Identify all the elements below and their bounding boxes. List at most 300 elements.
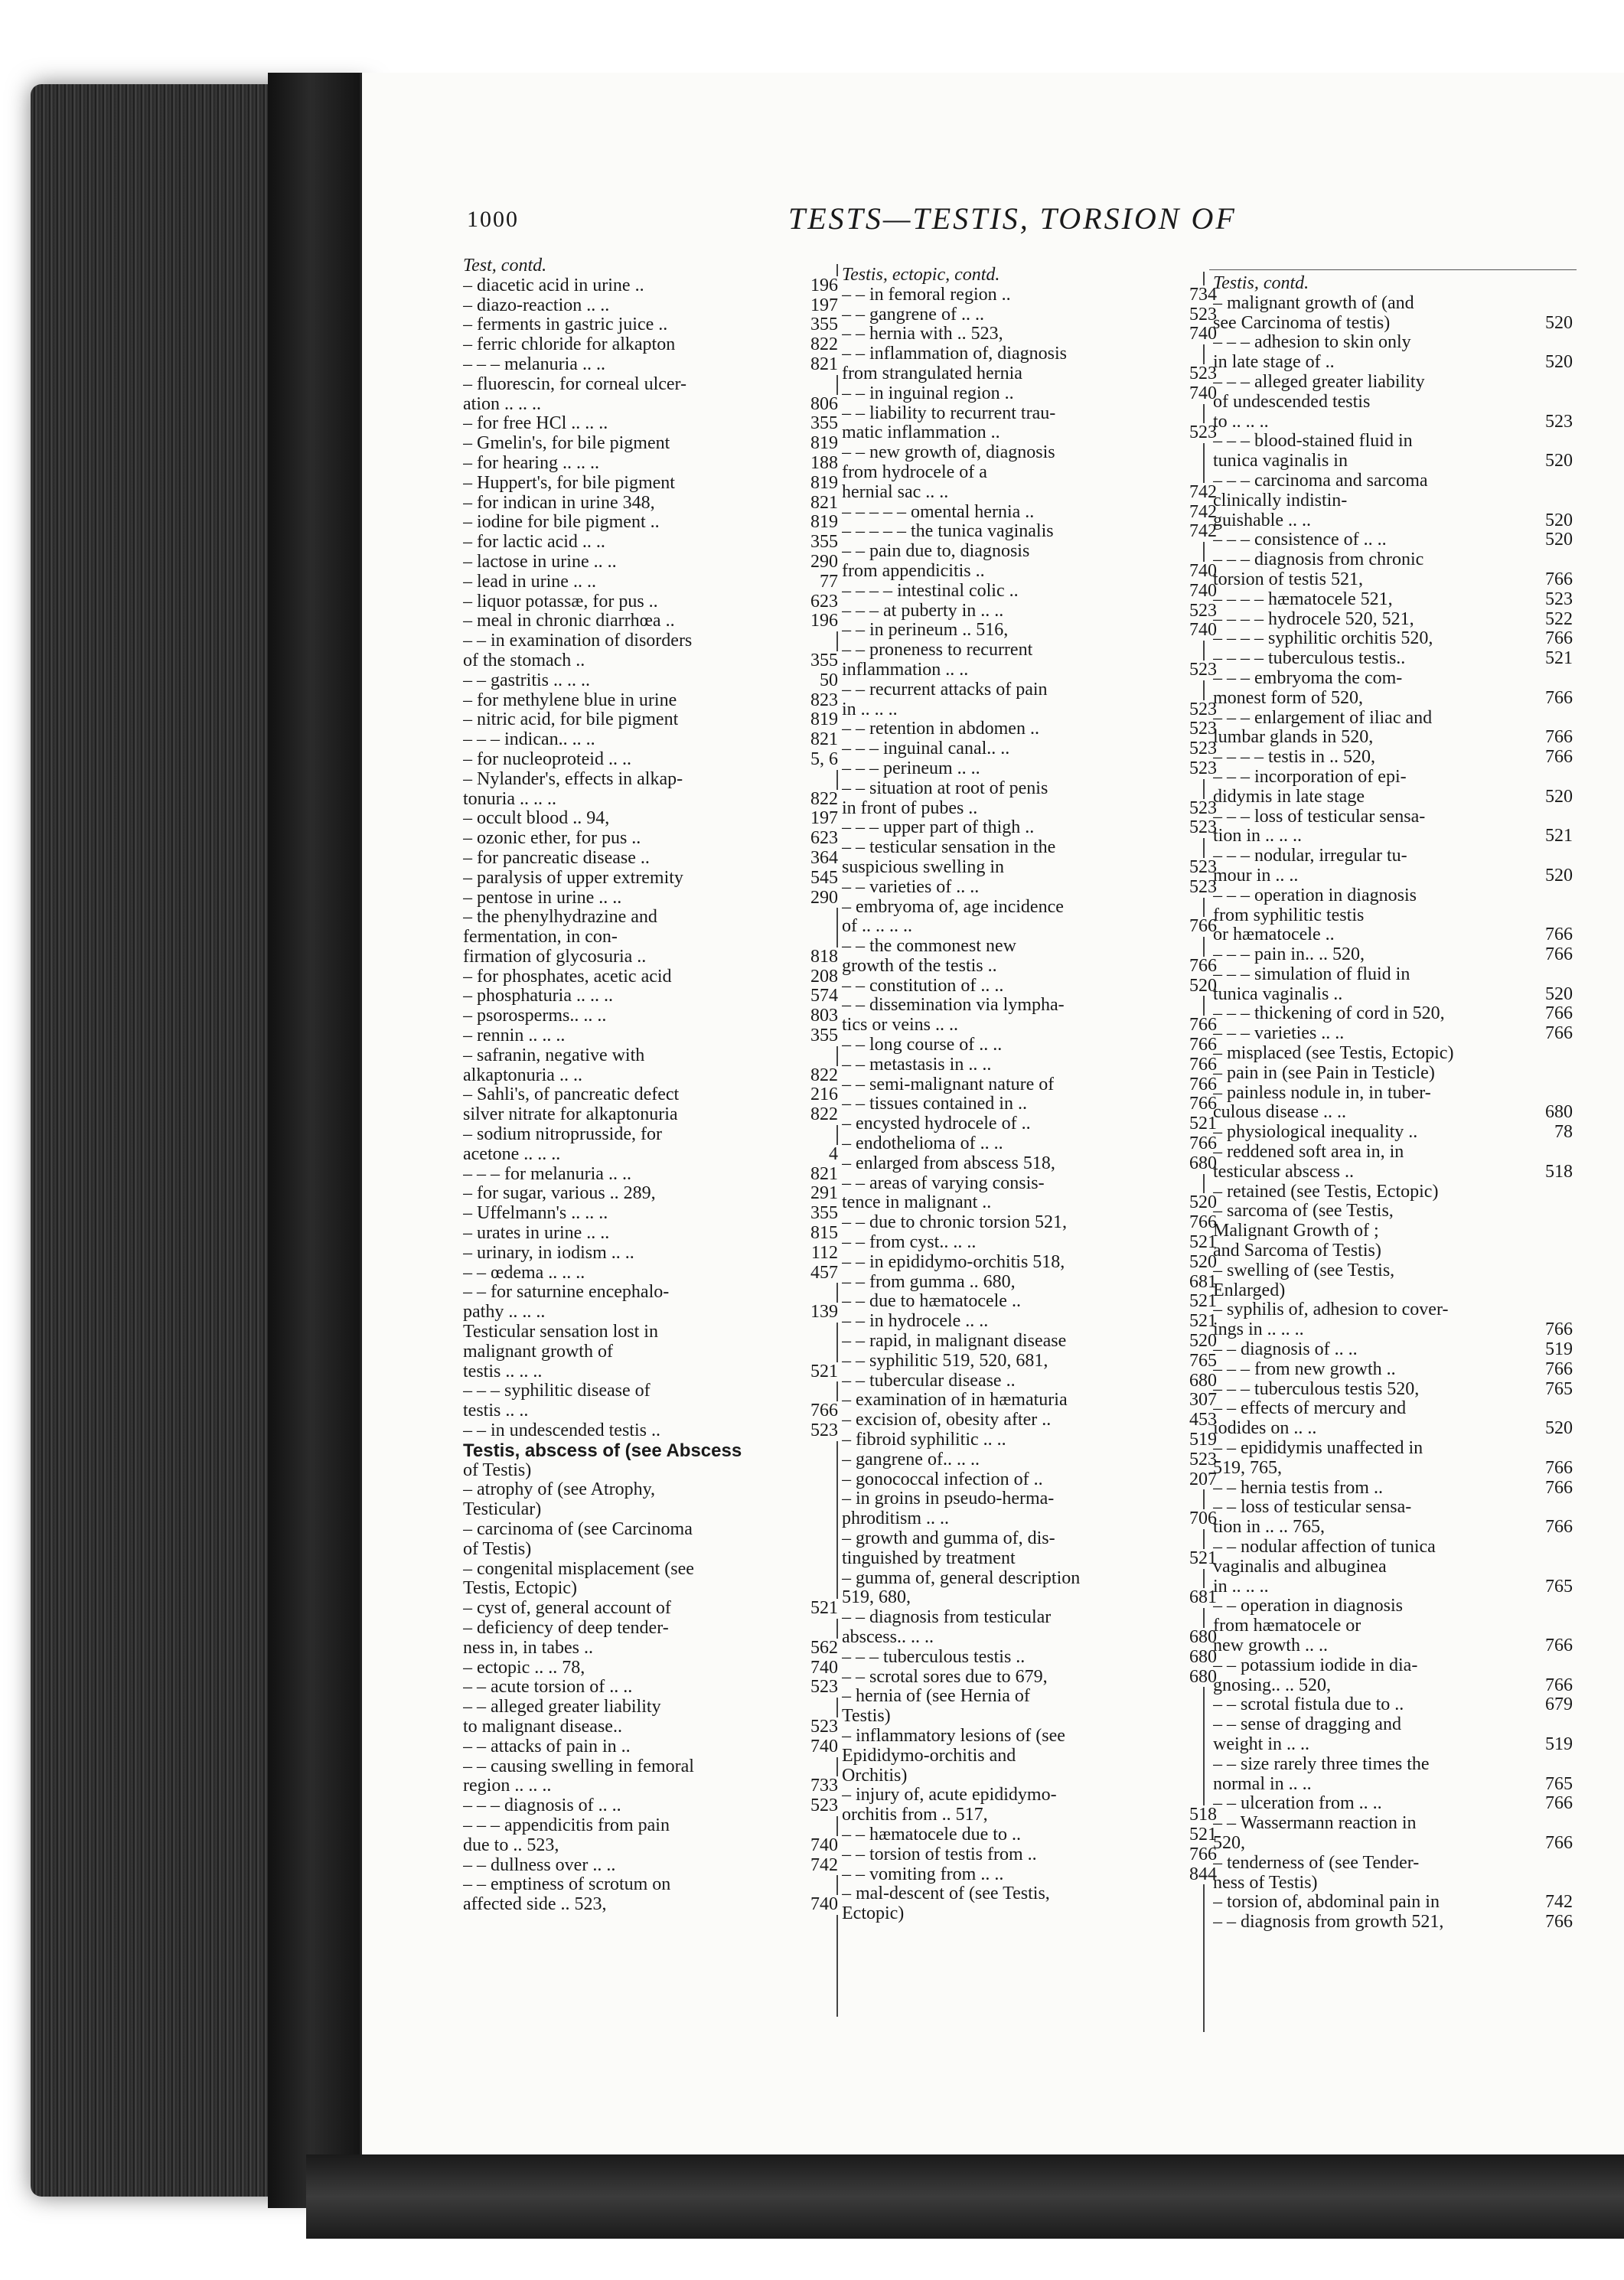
index-entry <box>463 651 838 671</box>
entry-text: – reddened soft area in, in <box>1213 1143 1404 1163</box>
index-entry <box>463 1323 838 1342</box>
entry-page-ref: 822 <box>806 1105 838 1125</box>
index-entry <box>463 1026 838 1046</box>
index-entry <box>842 1391 1217 1411</box>
entry-page-ref: 523 <box>1185 423 1217 443</box>
entry-page-ref: 139 <box>806 1303 838 1323</box>
index-entry <box>1213 610 1573 630</box>
index-entry <box>842 1134 1217 1154</box>
index-entry <box>463 1579 838 1599</box>
entry-text: – – gastritis .. .. .. <box>463 670 590 690</box>
index-entry <box>463 691 838 711</box>
entry-page-ref: 453 <box>1185 1411 1217 1430</box>
index-entry <box>463 671 838 691</box>
entry-text: silver nitrate for alkaptonuria <box>463 1105 678 1125</box>
index-entry <box>463 889 838 908</box>
index-entry <box>1213 294 1573 314</box>
index-entry <box>1213 1340 1573 1360</box>
index-entry <box>463 1776 838 1796</box>
entry-text: tinguished by treatment <box>842 1548 1016 1568</box>
entry-page-ref: 5, 6 <box>806 750 838 770</box>
index-entry <box>463 1836 838 1856</box>
entry-page-ref: 623 <box>806 592 838 612</box>
entry-text: Testis) <box>842 1707 891 1727</box>
entry-page-ref: 740 <box>1185 325 1217 344</box>
index-entry <box>842 1114 1217 1134</box>
index-entry <box>842 305 1217 325</box>
entry-text: acetone .. .. .. <box>463 1144 561 1164</box>
entry-page-ref: 766 <box>1185 1075 1217 1095</box>
entry-text: – – causing swelling in femoral <box>463 1756 694 1776</box>
entry-page-ref: 766 <box>1541 1459 1573 1479</box>
index-entry <box>842 1904 1217 1924</box>
entry-page-ref: 521 <box>1185 1312 1217 1332</box>
entry-page-ref: 523 <box>1185 759 1217 779</box>
entry-page-ref: 520 <box>1541 985 1573 1005</box>
entry-text: – – recurrent attacks of pain <box>842 680 1048 700</box>
index-entry <box>463 1204 838 1224</box>
entry-page-ref: 188 <box>806 454 838 474</box>
index-entry <box>842 1312 1217 1332</box>
entry-text: – psorosperms.. .. .. <box>463 1006 607 1026</box>
entry-text: in front of pubes .. <box>842 798 978 818</box>
entry-text: – – from cyst.. .. .. <box>842 1233 977 1253</box>
entry-page-ref: 521 <box>806 1599 838 1619</box>
entry-text: due to .. 523, <box>463 1835 559 1855</box>
entry-page-ref: 823 <box>806 691 838 711</box>
entry-text: and Sarcoma of Testis) <box>1213 1241 1381 1261</box>
index-entry <box>842 1805 1217 1825</box>
entry-text: – – – – syphilitic orchitis 520, <box>1213 629 1433 649</box>
entry-text: – ferments in gastric juice .. <box>463 315 668 335</box>
entry-page-ref: 740 <box>806 1737 838 1757</box>
index-entry <box>463 1165 838 1185</box>
entry-text: – – – – intestinal colic .. <box>842 581 1019 601</box>
entry-page-ref: 766 <box>1541 1518 1573 1538</box>
entry-text: – – – pain in.. .. 520, <box>1213 945 1365 965</box>
entry-text: – – loss of testicular sensa- <box>1213 1498 1412 1518</box>
entry-text: phroditism .. .. <box>842 1509 950 1529</box>
entry-text: – – – – hæmatocele 521, <box>1213 589 1393 609</box>
entry-text: – painless nodule in, in tuber- <box>1213 1083 1431 1103</box>
index-entry <box>842 1470 1217 1490</box>
entry-page-ref: 766 <box>1185 1016 1217 1036</box>
index-entry <box>1213 728 1573 748</box>
entry-text: from hydrocele of a <box>842 462 987 482</box>
entry-page-ref: 765 <box>1541 1380 1573 1400</box>
entry-text: – – – – testis in .. 520, <box>1213 748 1376 768</box>
entry-page-ref: 766 <box>1541 945 1573 965</box>
entry-page-ref: 522 <box>1541 610 1573 630</box>
index-entry <box>842 838 1217 858</box>
entry-text: malignant growth of <box>463 1342 613 1362</box>
entry-page-ref: 680 <box>1185 1648 1217 1668</box>
entry-text: – – – syphilitic disease of <box>463 1381 651 1401</box>
index-entry <box>842 1292 1217 1312</box>
index-entry <box>842 878 1217 898</box>
index-entry <box>842 957 1217 977</box>
entry-text: – ozonic ether, for pus .. <box>463 829 641 849</box>
index-entry <box>842 1016 1217 1036</box>
entry-page-ref: 291 <box>806 1184 838 1204</box>
index-entry <box>842 1529 1217 1549</box>
entry-text: from syphilitic testis <box>1213 905 1365 925</box>
index-entry <box>463 1085 838 1105</box>
index-entry <box>1213 1024 1573 1044</box>
index-entry <box>463 809 838 829</box>
index-entry <box>1213 866 1573 886</box>
entry-page-ref: 521 <box>1185 1114 1217 1134</box>
entry-text: – for indican in urine 348, <box>463 493 655 513</box>
index-entry <box>463 572 838 592</box>
entry-text: – – liability to recurrent trau- <box>842 403 1056 423</box>
index-entry <box>463 612 838 631</box>
entry-text: – swelling of (see Testis, <box>1213 1261 1395 1280</box>
entry-text: – diazo-reaction .. .. <box>463 295 610 315</box>
index-entry <box>842 1668 1217 1688</box>
index-entry <box>463 454 838 474</box>
index-entry <box>463 315 838 335</box>
index-entry <box>842 1174 1217 1194</box>
entry-text: – – – inguinal canal.. .. <box>842 739 1010 759</box>
entry-text: tion in .. .. .. <box>1213 827 1303 846</box>
index-entry <box>463 1639 838 1659</box>
entry-page-ref: 196 <box>806 612 838 631</box>
entry-text: – embryoma of, age incidence <box>842 897 1064 917</box>
entry-text: – – dullness over .. .. <box>463 1855 616 1875</box>
index-entry <box>842 1193 1217 1213</box>
index-entry <box>842 602 1217 621</box>
entry-text: – syphilis of, adhesion to cover- <box>1213 1300 1449 1320</box>
entry-page-ref: 521 <box>1185 1549 1217 1569</box>
index-entry <box>1213 1636 1573 1656</box>
entry-page-ref: 765 <box>1185 1352 1217 1372</box>
entry-page-ref: 818 <box>806 948 838 967</box>
entry-page-ref: 521 <box>1185 1825 1217 1845</box>
index-entry <box>463 869 838 889</box>
entry-page-ref: 562 <box>806 1639 838 1659</box>
entry-list <box>463 276 838 1915</box>
index-entry <box>842 661 1217 680</box>
entry-page-ref: 112 <box>807 1244 838 1264</box>
index-column-1 <box>463 256 838 1915</box>
index-entry <box>1213 530 1573 550</box>
index-entry <box>1213 1577 1573 1597</box>
entry-page-ref: 519 <box>1541 1735 1573 1755</box>
entry-page-ref: 523 <box>1185 858 1217 878</box>
index-entry <box>842 522 1217 542</box>
entry-page-ref: 197 <box>806 296 838 316</box>
index-entry <box>1213 1893 1573 1913</box>
entry-page-ref: 766 <box>1541 1676 1573 1696</box>
index-entry <box>1213 906 1573 926</box>
entry-text: – deficiency of deep tender- <box>463 1618 669 1638</box>
index-entry <box>1213 314 1573 334</box>
book-bottom-edge <box>306 2154 1624 2239</box>
entry-page-ref: 680 <box>1541 1103 1573 1123</box>
entry-page-ref: 766 <box>1541 1794 1573 1814</box>
index-entry <box>1213 1755 1573 1775</box>
index-entry <box>1213 629 1573 649</box>
index-entry <box>463 1046 838 1066</box>
index-entry <box>842 1884 1217 1904</box>
entry-page-ref: 78 <box>1550 1123 1573 1143</box>
entry-text: – gumma of, general description <box>842 1568 1081 1588</box>
entry-page-ref: 208 <box>806 967 838 987</box>
entry-page-ref: 523 <box>806 1796 838 1816</box>
entry-text: – excision of, obesity after .. <box>842 1411 1052 1430</box>
entry-text: – torsion of, abdominal pain in <box>1213 1893 1440 1913</box>
entry-list <box>842 285 1217 1924</box>
entry-text: abscess.. .. .. <box>842 1627 934 1647</box>
entry-text: – occult blood .. 94, <box>463 809 610 829</box>
index-entry <box>842 1055 1217 1075</box>
entry-text: tics or veins .. .. <box>842 1016 958 1036</box>
index-entry <box>1213 1597 1573 1616</box>
entry-page-ref: 523 <box>1185 818 1217 838</box>
entry-text: – nitric acid, for bile pigment <box>463 710 679 730</box>
entry-page-ref: 766 <box>1185 957 1217 977</box>
entry-page-ref: 364 <box>806 849 838 869</box>
entry-text: – – varieties of .. .. <box>842 877 980 897</box>
index-entry <box>842 759 1217 779</box>
index-entry <box>842 423 1217 443</box>
index-entry <box>463 474 838 494</box>
index-entry <box>1213 1558 1573 1577</box>
entry-page-ref: 681 <box>1185 1588 1217 1608</box>
index-entry <box>842 1687 1217 1707</box>
index-entry <box>1213 945 1573 965</box>
entry-text: new growth .. .. <box>1213 1636 1328 1655</box>
index-column-3 <box>1213 274 1573 1933</box>
entry-text: – inflammatory lesions of (see <box>842 1726 1065 1746</box>
index-entry <box>842 1154 1217 1174</box>
entry-text: – – tubercular disease .. <box>842 1371 1016 1391</box>
entry-text: – retained (see Testis, Ectopic) <box>1213 1182 1439 1202</box>
index-entry <box>842 719 1217 739</box>
entry-page-ref: 766 <box>1541 748 1573 768</box>
entry-page-ref: 523 <box>1185 1450 1217 1470</box>
column-top-rule <box>1209 269 1577 270</box>
entry-page-ref: 50 <box>815 671 838 691</box>
entry-text: – liquor potassæ, for pus .. <box>463 592 658 612</box>
entry-text: – – hæmatocele due to .. <box>842 1825 1021 1845</box>
entry-page-ref: 680 <box>1185 1154 1217 1174</box>
entry-text: Enlarged) <box>1213 1280 1286 1300</box>
entry-page-ref: 742 <box>1185 522 1217 542</box>
entry-text: ness of Testis) <box>1213 1873 1318 1893</box>
entry-text: – – inflammation of, diagnosis <box>842 344 1067 364</box>
entry-page-ref: 523 <box>1185 719 1217 739</box>
index-entry <box>842 1213 1217 1233</box>
index-entry <box>842 463 1217 483</box>
index-entry <box>1213 373 1573 393</box>
entry-page-ref: 518 <box>1185 1805 1217 1825</box>
entry-page-ref: 766 <box>1541 1004 1573 1024</box>
entry-text: – Gmelin's, for bile pigment <box>463 434 670 454</box>
index-entry <box>1213 1814 1573 1834</box>
entry-page-ref: 523 <box>806 1678 838 1698</box>
index-entry <box>1213 1498 1573 1518</box>
index-entry <box>1213 1616 1573 1636</box>
entry-text: inflammation .. .. <box>842 660 969 680</box>
entry-text: – – long course of .. .. <box>842 1036 1003 1055</box>
entry-text: – paralysis of upper extremity <box>463 868 683 888</box>
index-entry <box>842 344 1217 364</box>
index-entry <box>842 325 1217 344</box>
index-entry <box>842 680 1217 700</box>
entry-page-ref: 290 <box>806 553 838 572</box>
entry-text: – – diagnosis of .. .. <box>1213 1340 1358 1360</box>
entry-page-ref: 821 <box>806 730 838 750</box>
entry-page-ref: 520 <box>1541 353 1573 373</box>
entry-page-ref: 77 <box>815 572 838 592</box>
entry-page-ref: 355 <box>806 1026 838 1046</box>
entry-text: clinically indistin- <box>1213 491 1348 510</box>
entry-text: – – – incorporation of epi- <box>1213 767 1407 787</box>
index-entry <box>842 285 1217 305</box>
entry-page-ref: 803 <box>806 1006 838 1026</box>
index-entry <box>1213 1241 1573 1261</box>
index-entry <box>842 917 1217 937</box>
book-spine-shadow <box>268 73 375 2208</box>
entry-text: – – constitution of .. .. <box>842 976 1004 996</box>
index-entry <box>1213 1123 1573 1143</box>
index-entry <box>463 1105 838 1125</box>
index-entry <box>463 1875 838 1895</box>
entry-text: iodides on .. .. <box>1213 1419 1317 1439</box>
index-entry <box>842 1628 1217 1648</box>
index-entry <box>842 404 1217 424</box>
entry-text: of undescended testis <box>1213 392 1371 412</box>
entry-text: torsion of testis 521, <box>1213 569 1363 589</box>
index-entry <box>1213 1004 1573 1024</box>
entry-text: – for pancreatic disease .. <box>463 848 650 868</box>
entry-page-ref: 742 <box>806 1856 838 1876</box>
index-entry <box>1213 1538 1573 1558</box>
index-entry <box>842 384 1217 404</box>
index-entry <box>463 1698 838 1717</box>
index-entry <box>463 553 838 572</box>
entry-text: – endothelioma of .. .. <box>842 1134 1003 1154</box>
index-entry <box>1213 1222 1573 1241</box>
entry-text: – – – appendicitis from pain <box>463 1815 670 1835</box>
entry-page-ref: 520 <box>1541 530 1573 550</box>
index-entry <box>842 1588 1217 1608</box>
index-entry <box>463 710 838 730</box>
index-entry <box>463 1303 838 1323</box>
entry-page-ref: 766 <box>1185 1213 1217 1233</box>
entry-text: – hernia of (see Hernia of <box>842 1687 1030 1707</box>
index-entry <box>1213 1163 1573 1182</box>
entry-text: – meal in chronic diarrhœa .. <box>463 612 675 631</box>
entry-page-ref: 821 <box>806 355 838 375</box>
index-entry <box>842 818 1217 838</box>
index-entry <box>1213 649 1573 669</box>
index-entry <box>1213 1715 1573 1735</box>
index-entry <box>463 1184 838 1204</box>
entry-text: – tenderness of (see Tender- <box>1213 1853 1420 1873</box>
entry-text: – carcinoma of (see Carcinoma <box>463 1520 693 1539</box>
entry-page-ref: 207 <box>1185 1470 1217 1490</box>
index-entry <box>463 1244 838 1264</box>
index-entry <box>463 1540 838 1560</box>
entry-page-ref: 521 <box>1185 1292 1217 1312</box>
entry-text: – – diagnosis from growth 521, <box>1213 1913 1444 1933</box>
entry-page-ref: 4 <box>824 1145 838 1165</box>
entry-page-ref: 518 <box>1541 1163 1573 1182</box>
entry-text: Orchitis) <box>842 1766 908 1786</box>
entry-text: from appendicitis .. <box>842 561 985 581</box>
index-entry <box>1213 689 1573 709</box>
index-entry <box>463 1421 838 1441</box>
entry-page-ref: 520 <box>1185 1193 1217 1213</box>
index-entry <box>463 1401 838 1421</box>
entry-text: affected side .. 523, <box>463 1895 607 1915</box>
index-entry <box>463 1480 838 1500</box>
entry-page-ref: 523 <box>806 1421 838 1441</box>
entry-text: region .. .. .. <box>463 1776 552 1796</box>
entry-text: fermentation, in con- <box>463 928 618 948</box>
index-entry <box>463 631 838 651</box>
index-entry <box>1213 590 1573 610</box>
entry-page-ref: 765 <box>1541 1775 1573 1795</box>
entry-text: – – – simulation of fluid in <box>1213 964 1410 984</box>
entry-page-ref: 521 <box>1185 1233 1217 1253</box>
entry-text: see Carcinoma of testis) <box>1213 313 1391 333</box>
entry-page-ref: 355 <box>806 1204 838 1224</box>
entry-text: – rennin .. .. .. <box>463 1026 566 1046</box>
index-entry <box>842 898 1217 918</box>
entry-page-ref: 844 <box>1185 1865 1217 1885</box>
entry-text: – – – melanuria .. .. <box>463 354 605 374</box>
index-entry <box>463 414 838 434</box>
entry-text: mour in .. .. <box>1213 866 1299 886</box>
index-entry <box>1213 353 1573 373</box>
index-entry <box>463 750 838 770</box>
entry-text: – gangrene of.. .. .. <box>842 1450 980 1469</box>
entry-text: – Sahli's, of pancreatic defect <box>463 1085 680 1105</box>
entry-text: ings in .. .. .. <box>1213 1320 1304 1340</box>
entry-text: ness in, in tabes .. <box>463 1638 593 1658</box>
index-entry <box>842 621 1217 641</box>
index-entry <box>842 364 1217 384</box>
entry-text: – – from gumma .. 680, <box>842 1272 1016 1292</box>
index-entry <box>842 1865 1217 1885</box>
entry-page-ref: 521 <box>1541 649 1573 669</box>
index-entry <box>842 1332 1217 1352</box>
entry-text: tion in .. .. 765, <box>1213 1518 1326 1538</box>
entry-page-ref: 766 <box>1541 570 1573 590</box>
entry-text: – – – – – omental hernia .. <box>842 502 1035 522</box>
index-entry <box>463 1145 838 1165</box>
index-entry <box>463 513 838 533</box>
index-entry <box>463 1737 838 1757</box>
entry-text: – – nodular affection of tunica <box>1213 1538 1436 1557</box>
index-entry <box>842 996 1217 1016</box>
index-entry <box>463 1224 838 1244</box>
entry-text: lumbar glands in 520, <box>1213 728 1374 748</box>
entry-page-ref: 822 <box>806 1066 838 1086</box>
entry-page-ref: 523 <box>1185 305 1217 325</box>
index-entry <box>842 542 1217 562</box>
entry-text: tonuria .. .. .. <box>463 789 556 809</box>
entry-text: – – due to chronic torsion 521, <box>842 1213 1067 1233</box>
entry-page-ref: 523 <box>1185 799 1217 819</box>
entry-text: – enlarged from abscess 518, <box>842 1153 1055 1173</box>
entry-page-ref: 766 <box>1541 1913 1573 1933</box>
entry-page-ref: 679 <box>1541 1695 1573 1715</box>
